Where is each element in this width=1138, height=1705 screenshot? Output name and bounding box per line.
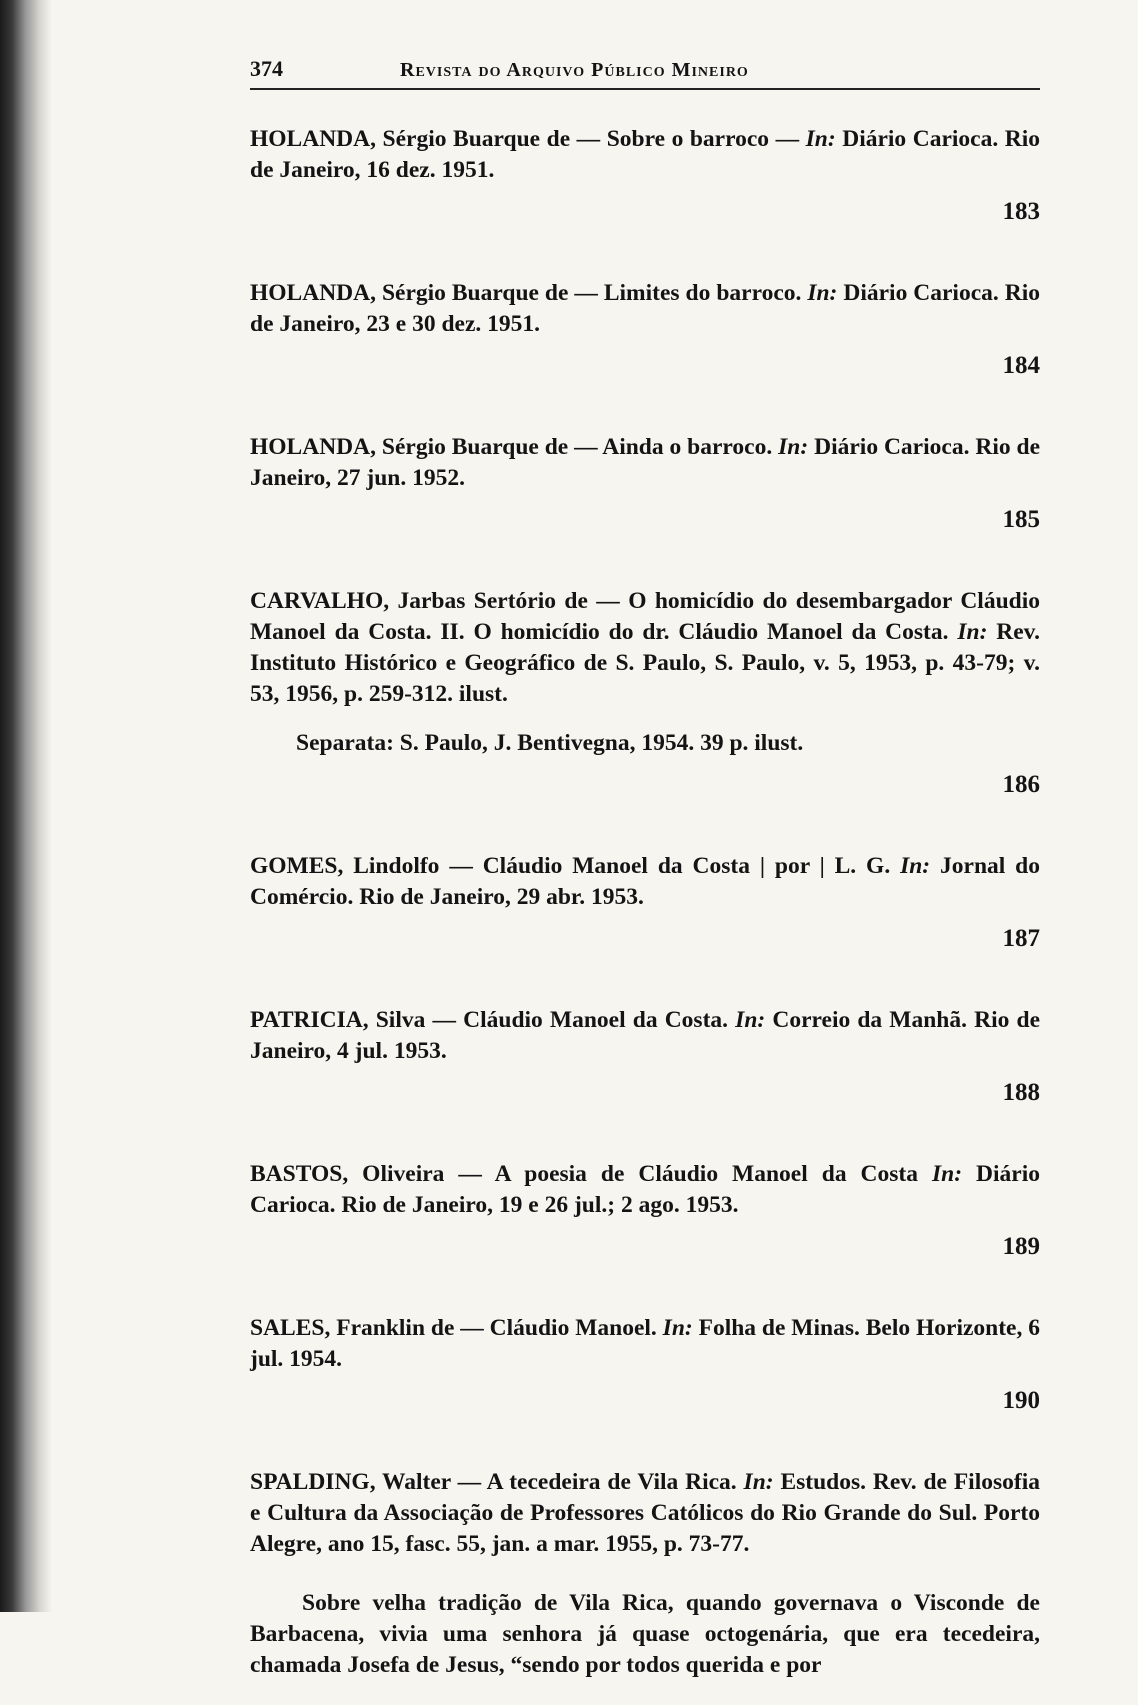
- page-number: 374: [250, 56, 283, 81]
- entry-title: — Cláudio Manoel da Costa.: [425, 1007, 736, 1033]
- entry-in-label: In:: [900, 853, 931, 879]
- citation-text: [250, 124, 1040, 186]
- citation-text: [250, 1159, 1040, 1221]
- separata-note: Separata: S. Paulo, J. Bentivegna, 1954. 39 p. ilust.: [296, 730, 804, 756]
- bibliography-entry: [250, 1005, 1040, 1113]
- bibliography-entry: [250, 586, 1040, 805]
- bibliography-entry: [250, 1467, 1040, 1560]
- entry-number: 185: [1002, 506, 1040, 533]
- entry-author: HOLANDA, Sérgio Buarque de: [250, 434, 569, 460]
- entry-in-label: In:: [807, 280, 838, 306]
- entry-title: — O homicídio do desembargador Cláudio Manoel da Costa. II. O homicídio do dr. Cláudio Manoel da Costa.: [250, 588, 1040, 645]
- entry-title: — Limites do barroco.: [568, 280, 808, 306]
- entry-author: HOLANDA, Sérgio Buarque de: [250, 126, 571, 152]
- entry-source: Diário Carioca. Rio de Janeiro, 27 jun. 1952.: [250, 434, 1041, 491]
- entry-author: BASTOS, Oliveira: [250, 1161, 445, 1187]
- entry-in-label: In:: [778, 434, 809, 460]
- entry-source: Jornal do Comércio. Rio de Janeiro, 29 abr. 1953.: [250, 853, 1040, 910]
- entry-number: 189: [1002, 1233, 1040, 1260]
- entry-source: Rev. Instituto Histórico e Geográfico de S. Paulo, S. Paulo, v. 5, 1953, p. 43-79; v. 53, 1956, p. 259-312. ilust.: [250, 619, 1040, 707]
- citation-text: [250, 851, 1040, 913]
- bibliography-entry: [250, 432, 1040, 540]
- citation-text: [250, 1313, 1040, 1375]
- entry-in-label: In:: [957, 619, 988, 645]
- entry-number: 186: [1002, 771, 1040, 798]
- entry-author: HOLANDA, Sérgio Buarque de: [250, 280, 569, 306]
- citation-text: [250, 278, 1040, 340]
- entry-title: — Ainda o barroco.: [568, 434, 779, 460]
- entry-author: PATRICIA, Silva: [250, 1007, 426, 1033]
- entry-title: — Cláudio Manoel da Costa | por | L. G.: [439, 853, 901, 879]
- entry-number: 183: [1002, 198, 1040, 225]
- entry-in-label: In:: [743, 1469, 774, 1495]
- entry-in-label: In:: [735, 1007, 766, 1033]
- entry-number: 184: [1002, 352, 1040, 379]
- citation-text: [250, 432, 1040, 494]
- entry-title: — A tecedeira de Vila Rica.: [450, 1469, 744, 1495]
- bibliography-list: [250, 124, 1040, 1681]
- entry-in-label: In:: [805, 126, 836, 152]
- entry-author: SALES, Franklin de: [250, 1315, 455, 1341]
- entry-source: Diário Carioca. Rio de Janeiro, 23 e 30 dez. 1951.: [250, 280, 1040, 337]
- entry-source: Estudos. Rev. de Filosofia e Cultura da Associação de Professores Católicos do Rio Grande do Sul. Porto Alegre, ano 15, fasc. 55, jan. a mar. 1955, p. 73-77.: [250, 1469, 1040, 1557]
- citation-text: [250, 586, 1040, 710]
- bibliography-entry: [250, 851, 1040, 959]
- entry-title: — A poesia de Cláudio Manoel da Costa: [444, 1161, 932, 1187]
- entry-number: 188: [1002, 1079, 1040, 1106]
- bibliography-entry: [250, 1313, 1040, 1421]
- entry-number: 187: [1002, 925, 1040, 952]
- page-header: [250, 56, 1040, 90]
- book-binding-edge: [0, 0, 52, 1612]
- citation-text: [250, 1467, 1040, 1560]
- entry-title: — Cláudio Manoel.: [454, 1315, 663, 1341]
- entry-title: — Sobre o barroco —: [570, 126, 806, 152]
- entry-number: 190: [1002, 1387, 1040, 1414]
- citation-text: [250, 1005, 1040, 1067]
- entry-author: SPALDING, Walter: [250, 1469, 451, 1495]
- entry-in-label: In:: [931, 1161, 963, 1187]
- entry-source: Diário Carioca. Rio de Janeiro, 19 e 26 jul.; 2 ago. 1953.: [250, 1161, 1040, 1218]
- bibliography-entry: [250, 1159, 1040, 1267]
- entry-author: GOMES, Lindolfo: [250, 853, 440, 879]
- bibliography-entry: [250, 278, 1040, 386]
- entry-in-label: In:: [662, 1315, 693, 1341]
- entry-source: Diário Carioca. Rio de Janeiro, 16 dez. 1951.: [250, 126, 1040, 183]
- entry-author: CARVALHO, Jarbas Sertório de: [250, 588, 588, 614]
- journal-title: Revista do Arquivo Público Mineiro: [400, 59, 749, 81]
- entry-source: Folha de Minas. Belo Horizonte, 6 jul. 1954.: [250, 1315, 1040, 1372]
- entry-summary-paragraph: Sobre velha tradição de Vila Rica, quando governava o Visconde de Barbacena, vivia uma senhora já quase octogenária, que era tecedeira, chamada Josefa de Jesus, “sendo por todos querida e por: [250, 1590, 1040, 1678]
- bibliography-entry: [250, 124, 1040, 232]
- entry-source: Correio da Manhã. Rio de Janeiro, 4 jul. 1953.: [250, 1007, 1041, 1064]
- document-page: [250, 56, 1040, 1705]
